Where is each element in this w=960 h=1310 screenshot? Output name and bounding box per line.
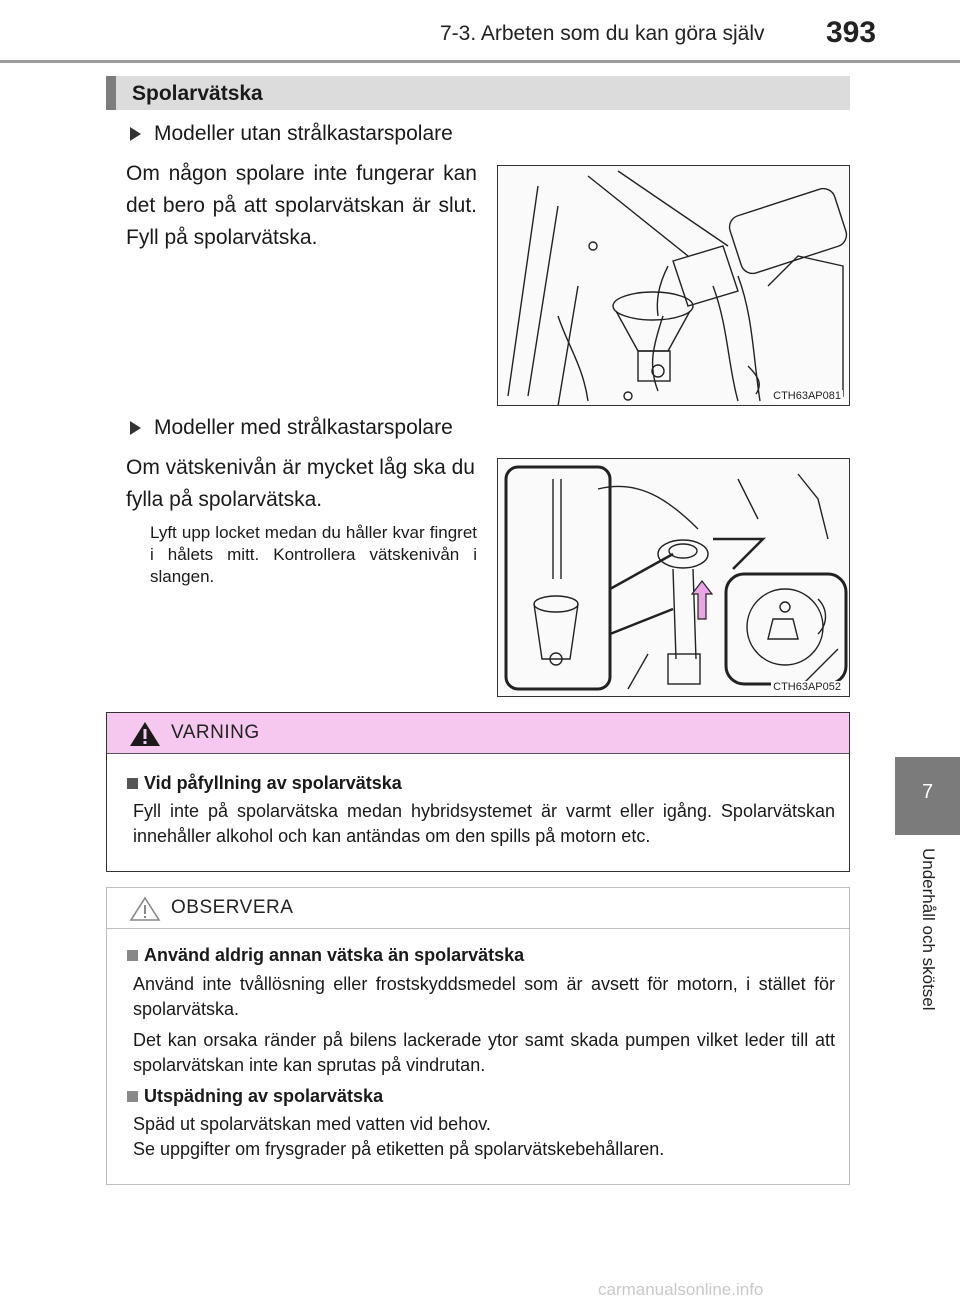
chapter-name: Underhåll och skötsel	[918, 848, 938, 1011]
figure-code: CTH63AP052	[773, 681, 841, 693]
model-b-heading	[130, 416, 453, 440]
section-title-bar	[106, 76, 850, 110]
watermark: carmanualsonline.info	[598, 1280, 764, 1299]
figure-code: CTH63AP081	[773, 390, 841, 402]
notice-heading-1-text: Använd aldrig annan vätska än spolarvätska	[144, 945, 525, 965]
model-a-text: Om någon spolare inte fungerar kan det bero på att spolarvätskan är slut. Fyll på spolarvätska.	[126, 162, 477, 249]
notice-text-3: Späd ut spolarvätskan med vatten vid behov.	[133, 1114, 491, 1134]
notice-text-4: Se uppgifter om frysgrader på etiketten på spolarvätskebehållaren.	[133, 1139, 665, 1159]
section-title: Spolarvätska	[132, 82, 263, 105]
chapter-number: 7	[921, 781, 934, 803]
warning-heading-text: Vid påfyllning av spolarvätska	[144, 773, 402, 793]
model-a-heading-text: Modeller utan strålkastarspolare	[154, 122, 453, 145]
square-bullet-icon	[127, 950, 138, 961]
triangle-bullet-icon	[130, 127, 141, 141]
warning-text: Fyll inte på spolarvätska medan hybridsystemet är varmt eller igång. Spolarvätskan innehåller alkohol och kan antändas om den spills på motorn etc.	[133, 801, 835, 846]
notice-box	[106, 887, 850, 1185]
notice-header	[107, 888, 849, 929]
model-b-text: Om vätskenivån är mycket låg ska du fylla på spolarvätska.	[126, 456, 475, 511]
warning-subheading	[127, 773, 402, 794]
chapter-header-title: 7-3. Arbeten som du kan göra själv	[440, 22, 765, 45]
model-b-heading-text: Modeller med strålkastarspolare	[154, 416, 453, 439]
notice-heading-2-text: Utspädning av spolarvätska	[144, 1086, 384, 1106]
washer-fill-illustration	[498, 166, 850, 406]
square-bullet-icon	[127, 778, 138, 789]
page-number: 393	[826, 16, 877, 49]
warning-box	[106, 712, 850, 872]
header-divider	[0, 60, 960, 63]
figure-washer-level	[497, 458, 850, 697]
caution-triangle-icon	[129, 896, 161, 922]
warning-header	[107, 713, 849, 754]
figure-washer-fill	[497, 165, 850, 406]
warning-label: VARNING	[171, 722, 260, 743]
model-a-heading	[130, 122, 453, 146]
chapter-side-label	[895, 848, 960, 1058]
notice-subheading-2	[127, 1086, 383, 1107]
notice-text-2: Det kan orsaka ränder på bilens lackerade ytor samt skada pumpen vilket leder till att spolarvätskan inte kan sprutas på vindrutan.	[133, 1030, 835, 1075]
model-b-instruction: Lyft upp locket medan du håller kvar fingret i hålets mitt. Kontrollera vätskenivån i slangen.	[150, 523, 477, 586]
triangle-bullet-icon	[130, 421, 141, 435]
square-bullet-icon	[127, 1091, 138, 1102]
notice-text-1: Använd inte tvållösning eller frostskyddsmedel som är avsett för motorn, i stället för spolarvätska.	[133, 974, 835, 1019]
notice-subheading-1	[127, 945, 524, 966]
warning-triangle-icon	[129, 721, 161, 747]
notice-label: OBSERVERA	[171, 897, 294, 918]
washer-level-illustration	[498, 459, 850, 697]
chapter-tab	[895, 757, 960, 835]
